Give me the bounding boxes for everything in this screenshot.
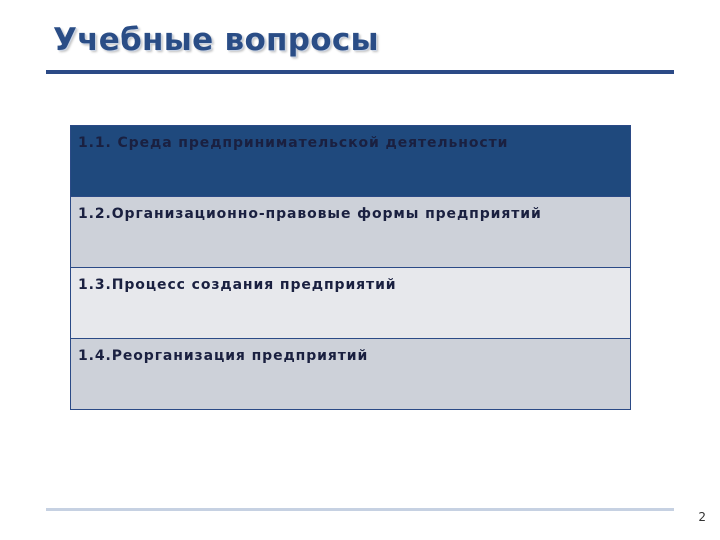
topic-cell: 1.3.Процесс создания предприятий bbox=[71, 268, 631, 339]
table-row bbox=[71, 197, 631, 268]
table-row bbox=[71, 268, 631, 339]
slide-title: Учебные вопросы bbox=[53, 22, 379, 58]
table-row bbox=[71, 126, 631, 197]
page-number: 2 bbox=[698, 510, 706, 524]
topic-cell: 1.2.Организационно-правовые формы предприятий bbox=[71, 197, 631, 268]
topic-cell: 1.4.Реорганизация предприятий bbox=[71, 339, 631, 410]
footer-divider bbox=[46, 508, 674, 511]
title-divider bbox=[46, 70, 674, 74]
topic-cell: 1.1. Среда предпринимательской деятельности bbox=[71, 126, 631, 197]
table-row bbox=[71, 339, 631, 410]
topics-table bbox=[70, 125, 631, 410]
